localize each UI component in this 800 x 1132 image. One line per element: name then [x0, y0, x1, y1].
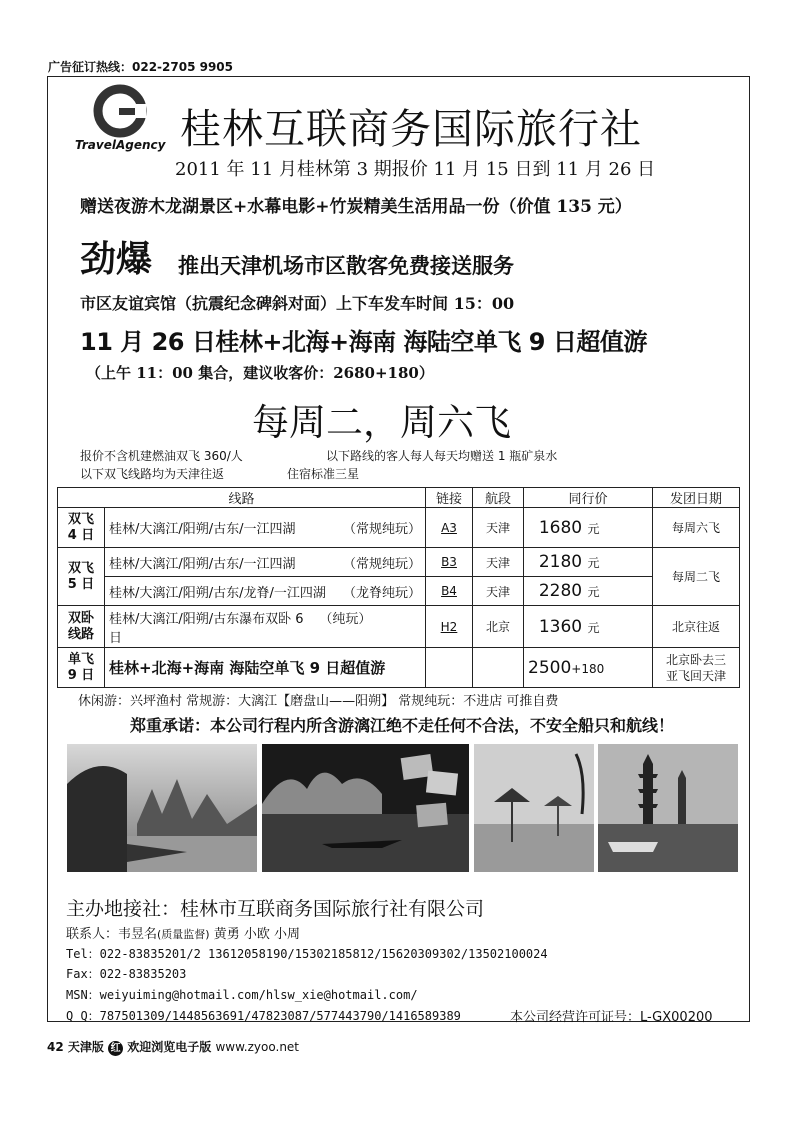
date-cell: 每周六飞	[653, 508, 740, 548]
red-badge-icon: 红	[108, 1041, 123, 1056]
segment-cell: 北京	[473, 606, 524, 648]
table-row	[58, 648, 740, 688]
table-header-row	[58, 488, 740, 508]
roundtrip-note: 以下双飞线路均为天津往返	[80, 467, 225, 481]
route-cell: 桂林/大漓江/阳朔/古东瀑布双卧 6 日 （纯玩）	[105, 606, 426, 648]
agency-title: 桂林互联商务国际旅行社	[180, 105, 642, 153]
sun-moon-pagodas-photo	[598, 744, 738, 872]
segment-cell: 天津	[473, 548, 524, 577]
airport-transfer-offer: 推出天津机场市区散客免费接送服务	[178, 253, 514, 278]
logo-text: TravelAgency	[75, 138, 166, 152]
price-cell: 2500+180	[524, 648, 653, 688]
day-label: 双飞 4 日	[58, 508, 105, 548]
segment-cell: 天津	[473, 508, 524, 548]
contact-qq: Q Q：787501309/1448563691/47823087/577443790/1416589389	[66, 1009, 461, 1023]
contact-msn: MSN：weiyuiming@hotmail.com/hlsw_xie@hotmail.com/	[66, 988, 418, 1002]
footer-url[interactable]: www.zyoo.net	[215, 1040, 300, 1054]
beach-umbrella-photo	[474, 744, 594, 872]
table-row	[58, 577, 740, 606]
route-link[interactable]: A3	[426, 508, 473, 548]
fuel-note: 报价不含机建燃油双飞 360/人	[80, 449, 243, 463]
header-route: 线路	[58, 488, 426, 508]
weekly-flights: 每周二，周六飞	[252, 401, 511, 444]
water-note: 以下路线的客人每人每天均赠送 1 瓶矿泉水	[326, 449, 558, 463]
contact-fax: Fax：022-83835203	[66, 967, 187, 981]
header-price: 同行价	[524, 488, 653, 508]
route-cell: 桂林/大漓江/阳朔/古东/龙脊/一江四湖 （龙脊纯玩）	[105, 577, 426, 606]
route-link[interactable]: B3	[426, 548, 473, 577]
hotel-note: 住宿标准三星	[287, 467, 360, 481]
header-link: 链接	[426, 488, 473, 508]
li-river-karst-photo	[67, 744, 257, 872]
departure-info: 市区友谊宾馆（抗震纪念碑斜对面）上下车发车时间 15：00	[80, 294, 515, 313]
footer-text: 欢迎浏览电子版	[127, 1040, 212, 1054]
route-table	[57, 487, 740, 688]
route-link[interactable]: B4	[426, 577, 473, 606]
price-cell: 2180 元	[524, 548, 653, 577]
segment-cell-empty	[473, 648, 524, 688]
day-label: 双飞 5 日	[58, 548, 105, 606]
route-link-empty	[426, 648, 473, 688]
price-cell: 1360 元	[524, 606, 653, 648]
price-cell: 2280 元	[524, 577, 653, 606]
footer-page: 42 天津版	[47, 1040, 104, 1054]
contact-people: 联系人：韦昱名(质量监督) 黄勇 小欧 小周	[66, 927, 301, 942]
price-cell: 1680 元	[524, 508, 653, 548]
header-segment: 航段	[473, 488, 524, 508]
jinbao-word: 劲爆	[80, 238, 153, 280]
date-cell: 每周二飞	[653, 548, 740, 606]
tour-types: 休闲游：兴坪渔村 常规游：大漓江【磨盘山——阳朔】 常规纯玩：不进店 可推自费	[78, 694, 559, 709]
license-number: 本公司经营许可证号：L-GX00200	[510, 1010, 713, 1025]
header-date: 发团日期	[653, 488, 740, 508]
table-row	[58, 548, 740, 577]
route-cell: 桂林/大漓江/阳朔/古东/一江四湖 （常规纯玩）	[105, 548, 426, 577]
route-cell: 桂林/大漓江/阳朔/古东/一江四湖 （常规纯玩）	[105, 508, 426, 548]
gift-offer: 赠送夜游木龙湖景区+水幕电影+竹炭精美生活用品一份（价值 135 元）	[80, 197, 632, 217]
table-row	[58, 508, 740, 548]
date-cell: 北京卧去三 亚飞回天津	[653, 648, 740, 688]
host-agency: 主办地接社：桂林市互联商务国际旅行社有限公司	[66, 898, 485, 920]
route-link[interactable]: H2	[426, 606, 473, 648]
page-footer	[47, 1038, 299, 1056]
cormorant-fisherman-photo	[262, 744, 469, 872]
table-row	[58, 606, 740, 648]
day-label: 双卧 线路	[58, 606, 105, 648]
quote-period: 2011 年 11 月桂林第 3 期报价 11 月 15 日到 11 月 26 日	[175, 159, 656, 180]
safety-pledge: 郑重承诺：本公司行程内所含游漓江绝不走任何不合法，不安全船只和航线！	[130, 716, 675, 735]
segment-cell: 天津	[473, 577, 524, 606]
tour-headline: 11 月 26 日桂林+北海+海南 海陆空单飞 9 日超值游	[80, 328, 647, 356]
date-cell: 北京往返	[653, 606, 740, 648]
ad-hotline: 广告征订热线：022-2705 9905	[48, 60, 234, 74]
day-label: 单飞 9 日	[58, 648, 105, 688]
contact-tel: Tel：022-83835201/2 13612058190/15302185812/15620309302/13502100024	[66, 947, 548, 961]
assembly-info: （上午 11：00 集合，建议收客价：2680+180）	[86, 364, 434, 382]
route-cell: 桂林+北海+海南 海陆空单飞 9 日超值游	[105, 648, 426, 688]
